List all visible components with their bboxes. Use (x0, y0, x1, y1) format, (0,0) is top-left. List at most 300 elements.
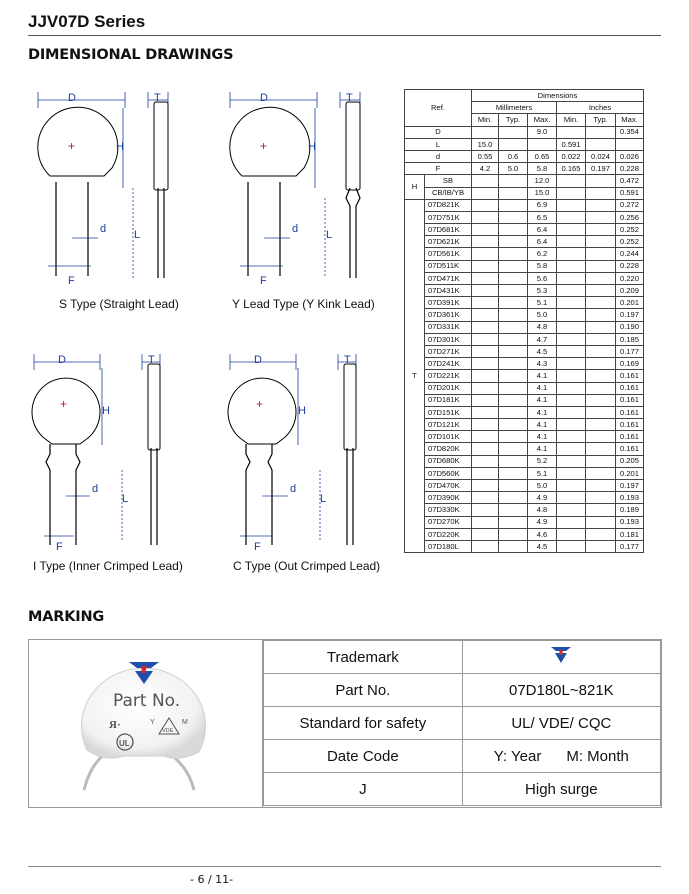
table-cell: 0.252 (616, 236, 644, 248)
table-row (405, 333, 644, 345)
table-cell: 0.205 (616, 455, 644, 467)
marking-table (263, 640, 661, 806)
table-cell (586, 248, 616, 260)
table-cell: 07D681K (425, 224, 472, 236)
table-cell: 0.591 (557, 138, 586, 150)
table-cell (472, 297, 499, 309)
table-row (405, 406, 644, 418)
table-cell (499, 138, 528, 150)
table-cell (586, 126, 616, 138)
header-millimeters: Millimeters (472, 102, 557, 114)
table-row (405, 345, 644, 357)
table-cell (557, 321, 586, 333)
table-cell: 4.1 (528, 406, 557, 418)
label-D: D (58, 354, 66, 366)
table-cell: F (405, 163, 472, 175)
table-cell (557, 224, 586, 236)
table-cell (586, 394, 616, 406)
table-cell: 0.185 (616, 333, 644, 345)
table-cell (499, 540, 528, 552)
table-cell (586, 187, 616, 199)
table-cell (499, 297, 528, 309)
table-cell (586, 333, 616, 345)
table-cell: 0.165 (557, 163, 586, 175)
header-dimensions: Dimensions (472, 90, 644, 102)
table-row (405, 516, 644, 528)
marking-value (462, 641, 660, 674)
table-row (405, 431, 644, 443)
table-cell: 07D241K (425, 358, 472, 370)
y-type-figure (222, 88, 422, 298)
table-row (405, 419, 644, 431)
table-cell (472, 211, 499, 223)
table-row (405, 394, 644, 406)
svg-text:VDE: VDE (162, 728, 174, 734)
table-cell: 0.161 (616, 406, 644, 418)
table-cell (616, 138, 644, 150)
marking-key: Standard for safety (264, 707, 463, 740)
label-H: H (298, 405, 306, 417)
polarity-mark: + (256, 397, 264, 411)
table-cell: 07D220K (425, 528, 472, 540)
table-cell (557, 504, 586, 516)
table-cell (557, 175, 586, 187)
table-cell: 0.201 (616, 297, 644, 309)
table-cell: 0.201 (616, 467, 644, 479)
table-cell (499, 467, 528, 479)
table-row (405, 382, 644, 394)
table-cell: 0.161 (616, 370, 644, 382)
table-cell (586, 260, 616, 272)
table-cell (472, 345, 499, 357)
table-cell (472, 358, 499, 370)
table-cell (472, 443, 499, 455)
table-row (405, 199, 644, 211)
table-cell: 0.220 (616, 272, 644, 284)
table-cell: 0.161 (616, 419, 644, 431)
table-cell: 0.193 (616, 516, 644, 528)
table-cell (472, 431, 499, 443)
table-cell (472, 272, 499, 284)
table-cell: L (405, 138, 472, 150)
header-max: Max. (528, 114, 557, 126)
table-cell: 5.3 (528, 285, 557, 297)
table-cell (586, 467, 616, 479)
table-cell (586, 504, 616, 516)
table-cell: 5.8 (528, 163, 557, 175)
table-cell: 6.5 (528, 211, 557, 223)
table-cell (472, 126, 499, 138)
table-cell (557, 419, 586, 431)
header-typ: Typ. (586, 114, 616, 126)
table-cell: 0.244 (616, 248, 644, 260)
table-cell: 07D820K (425, 443, 472, 455)
table-cell: 0.161 (616, 443, 644, 455)
table-cell: 0.228 (616, 260, 644, 272)
table-cell (472, 260, 499, 272)
table-cell: 07D390K (425, 492, 472, 504)
table-cell: 07D621K (425, 236, 472, 248)
table-cell: 0.197 (616, 480, 644, 492)
table-cell (499, 419, 528, 431)
table-cell (557, 492, 586, 504)
table-cell (586, 431, 616, 443)
table-cell (557, 443, 586, 455)
table-cell: 0.169 (616, 358, 644, 370)
table-cell: 0.193 (616, 492, 644, 504)
table-cell: 07D181K (425, 394, 472, 406)
table-cell (499, 492, 528, 504)
table-cell: 0.272 (616, 199, 644, 211)
table-cell (499, 187, 528, 199)
table-cell: 07D271K (425, 345, 472, 357)
table-cell: d (405, 150, 472, 162)
drawing-s-type (30, 88, 230, 298)
series-title: JJV07D Series (28, 12, 146, 31)
table-row (405, 150, 644, 162)
table-cell: 0.591 (616, 187, 644, 199)
caption-i-type: I Type (Inner Crimped Lead) (33, 559, 183, 573)
table-cell: 6.9 (528, 199, 557, 211)
table-cell: 0.197 (586, 163, 616, 175)
table-cell (472, 224, 499, 236)
label-L: L (122, 493, 129, 505)
table-row (405, 309, 644, 321)
table-cell (499, 211, 528, 223)
table-cell: 4.1 (528, 431, 557, 443)
table-cell: 5.1 (528, 467, 557, 479)
label-F: F (254, 541, 261, 553)
table-cell: 4.6 (528, 528, 557, 540)
table-row (405, 236, 644, 248)
label-T: T (346, 92, 353, 104)
table-cell: 4.5 (528, 345, 557, 357)
table-cell: 4.9 (528, 492, 557, 504)
table-cell: 0.256 (616, 211, 644, 223)
table-cell (557, 345, 586, 357)
table-cell: 4.1 (528, 443, 557, 455)
table-cell: 5.0 (528, 309, 557, 321)
table-cell (472, 419, 499, 431)
table-cell (472, 199, 499, 211)
table-cell (586, 443, 616, 455)
table-cell (499, 333, 528, 345)
table-row (405, 370, 644, 382)
table-cell (472, 236, 499, 248)
svg-text:Я·: Я· (109, 719, 121, 731)
table-cell: 07D680K (425, 455, 472, 467)
table-cell (557, 333, 586, 345)
header-max: Max. (616, 114, 644, 126)
table-row (405, 480, 644, 492)
i-type-figure (30, 350, 230, 560)
label-d: d (290, 483, 297, 495)
table-cell (499, 394, 528, 406)
table-cell: 0.177 (616, 345, 644, 357)
table-cell: 07D330K (425, 504, 472, 516)
table-cell (586, 272, 616, 284)
table-cell: 07D470K (425, 480, 472, 492)
table-cell: 0.252 (616, 224, 644, 236)
table-cell: 07D221K (425, 370, 472, 382)
table-cell: 0.472 (616, 175, 644, 187)
table-cell: 07D151K (425, 406, 472, 418)
table-cell (472, 480, 499, 492)
table-cell: 0.65 (528, 150, 557, 162)
marking-illustration (29, 640, 263, 807)
table-cell (557, 187, 586, 199)
table-cell (557, 431, 586, 443)
marking-value: 07D180L~821K (462, 674, 660, 707)
table-cell: 0.190 (616, 321, 644, 333)
table-cell: 5.0 (499, 163, 528, 175)
table-cell (499, 504, 528, 516)
table-cell (586, 540, 616, 552)
label-H: H (102, 405, 110, 417)
table-cell (499, 516, 528, 528)
table-cell (557, 516, 586, 528)
label-D: D (260, 92, 268, 104)
table-cell (557, 394, 586, 406)
table-cell: 0.161 (616, 431, 644, 443)
table-cell: 0.024 (586, 150, 616, 162)
table-row (405, 285, 644, 297)
table-cell: 4.1 (528, 382, 557, 394)
table-cell (499, 370, 528, 382)
table-row (405, 467, 644, 479)
marking-row (264, 740, 661, 773)
table-cell: 0.177 (616, 540, 644, 552)
table-cell (586, 480, 616, 492)
caption-c-type: C Type (Out Crimped Lead) (233, 559, 381, 573)
vde-year-code: Y (150, 719, 155, 726)
polarity-mark: + (260, 139, 268, 153)
table-cell (472, 394, 499, 406)
table-cell (472, 285, 499, 297)
table-cell (586, 224, 616, 236)
header-typ: Typ. (499, 114, 528, 126)
table-cell: CB/IB/YB (425, 187, 472, 199)
table-cell: 4.5 (528, 540, 557, 552)
table-cell (499, 272, 528, 284)
table-row (405, 138, 644, 150)
marking-row (264, 773, 661, 806)
table-cell: 4.8 (528, 504, 557, 516)
table-cell (586, 211, 616, 223)
table-cell (472, 492, 499, 504)
table-cell (557, 248, 586, 260)
table-cell (586, 321, 616, 333)
table-cell (499, 480, 528, 492)
table-cell: 07D561K (425, 248, 472, 260)
table-cell (557, 467, 586, 479)
table-cell: 07D511K (425, 260, 472, 272)
table-cell (472, 406, 499, 418)
table-cell: 07D201K (425, 382, 472, 394)
s-type-figure (30, 88, 230, 298)
header-inches: Inches (557, 102, 644, 114)
table-cell (586, 516, 616, 528)
table-cell: 07D301K (425, 333, 472, 345)
table-cell: 0.228 (616, 163, 644, 175)
table-cell: SB (425, 175, 472, 187)
label-T: T (154, 92, 161, 104)
table-cell (557, 126, 586, 138)
table-cell: 6.4 (528, 224, 557, 236)
table-cell: 4.1 (528, 370, 557, 382)
dimensions-table (404, 89, 644, 553)
table-cell (472, 333, 499, 345)
table-cell (499, 345, 528, 357)
header-min: Min. (557, 114, 586, 126)
table-cell (472, 321, 499, 333)
table-cell: T (405, 199, 425, 552)
drawing-c-type (226, 350, 426, 560)
caption-s-type: S Type (Straight Lead) (59, 297, 179, 311)
table-cell (557, 455, 586, 467)
table-cell: 0.6 (499, 150, 528, 162)
section-heading-marking: MARKING (28, 609, 105, 625)
table-cell (586, 199, 616, 211)
header-min: Min. (472, 114, 499, 126)
table-cell (557, 285, 586, 297)
table-cell: 0.189 (616, 504, 644, 516)
title-divider (28, 35, 661, 36)
table-cell (557, 272, 586, 284)
table-cell (499, 260, 528, 272)
table-cell (557, 309, 586, 321)
label-F: F (68, 275, 75, 287)
marked-varistor-figure (29, 640, 262, 807)
table-row (405, 248, 644, 260)
table-cell: 0.55 (472, 150, 499, 162)
table-cell (499, 455, 528, 467)
label-d: d (92, 483, 99, 495)
table-row (405, 443, 644, 455)
table-cell: 07D821K (425, 199, 472, 211)
table-cell: 15.0 (528, 187, 557, 199)
table-cell: 07D101K (425, 431, 472, 443)
table-cell: 0.354 (616, 126, 644, 138)
table-cell (557, 480, 586, 492)
table-cell (586, 175, 616, 187)
table-row (405, 358, 644, 370)
table-cell (586, 358, 616, 370)
table-cell (472, 175, 499, 187)
table-cell: 0.197 (616, 309, 644, 321)
table-row (405, 163, 644, 175)
table-cell (557, 370, 586, 382)
label-F: F (56, 541, 63, 553)
marking-box (28, 639, 662, 808)
table-cell (586, 309, 616, 321)
table-cell: 07D270K (425, 516, 472, 528)
table-cell (472, 309, 499, 321)
table-row (405, 455, 644, 467)
caption-y-type: Y Lead Type (Y Kink Lead) (232, 297, 375, 311)
table-row (405, 260, 644, 272)
table-cell: 07D751K (425, 211, 472, 223)
polarity-mark: + (60, 397, 68, 411)
trademark-logo-icon (550, 645, 572, 665)
table-cell: 07D331K (425, 321, 472, 333)
label-d: d (292, 223, 299, 235)
table-cell: H (405, 175, 425, 199)
table-row (405, 540, 644, 552)
table-cell: 4.1 (528, 394, 557, 406)
table-cell (472, 467, 499, 479)
marking-key: Trademark (264, 641, 463, 674)
table-cell (586, 138, 616, 150)
drawing-y-type (222, 88, 422, 298)
table-cell: 07D471K (425, 272, 472, 284)
table-cell (586, 455, 616, 467)
table-cell: 4.8 (528, 321, 557, 333)
table-cell (557, 199, 586, 211)
table-cell: 07D121K (425, 419, 472, 431)
table-cell: 07D361K (425, 309, 472, 321)
table-cell (528, 138, 557, 150)
table-row (405, 126, 644, 138)
table-cell (499, 431, 528, 443)
label-L: L (134, 229, 141, 241)
table-row (405, 211, 644, 223)
table-cell: 07D391K (425, 297, 472, 309)
table-cell: 0.022 (557, 150, 586, 162)
marking-value: UL/ VDE/ CQC (462, 707, 660, 740)
table-cell: 4.1 (528, 419, 557, 431)
table-cell: 4.2 (472, 163, 499, 175)
label-T: T (148, 354, 155, 366)
table-cell: 07D560K (425, 467, 472, 479)
table-row (405, 492, 644, 504)
label-D: D (254, 354, 262, 366)
table-cell: 5.2 (528, 455, 557, 467)
table-cell (586, 297, 616, 309)
marking-key: J (264, 773, 463, 806)
table-cell: 0.026 (616, 150, 644, 162)
label-D: D (68, 92, 76, 104)
table-cell (586, 370, 616, 382)
table-row (405, 321, 644, 333)
marking-row (264, 641, 661, 674)
table-cell (586, 382, 616, 394)
table-cell (499, 528, 528, 540)
table-cell: 9.0 (528, 126, 557, 138)
table-cell (557, 260, 586, 272)
label-H: H (308, 141, 316, 153)
table-row (405, 272, 644, 284)
table-cell (499, 126, 528, 138)
table-cell (499, 236, 528, 248)
table-cell (472, 248, 499, 260)
marking-part-no: Part No. (113, 691, 181, 711)
table-cell: 07D431K (425, 285, 472, 297)
table-cell (557, 358, 586, 370)
table-row (405, 297, 644, 309)
table-cell (472, 528, 499, 540)
table-cell: 5.6 (528, 272, 557, 284)
table-cell (472, 382, 499, 394)
table-cell (557, 297, 586, 309)
svg-text:UL: UL (119, 739, 130, 748)
table-cell: 0.161 (616, 394, 644, 406)
table-cell (586, 236, 616, 248)
label-H: H (116, 141, 124, 153)
table-cell: 4.9 (528, 516, 557, 528)
table-cell (586, 528, 616, 540)
table-cell (499, 406, 528, 418)
